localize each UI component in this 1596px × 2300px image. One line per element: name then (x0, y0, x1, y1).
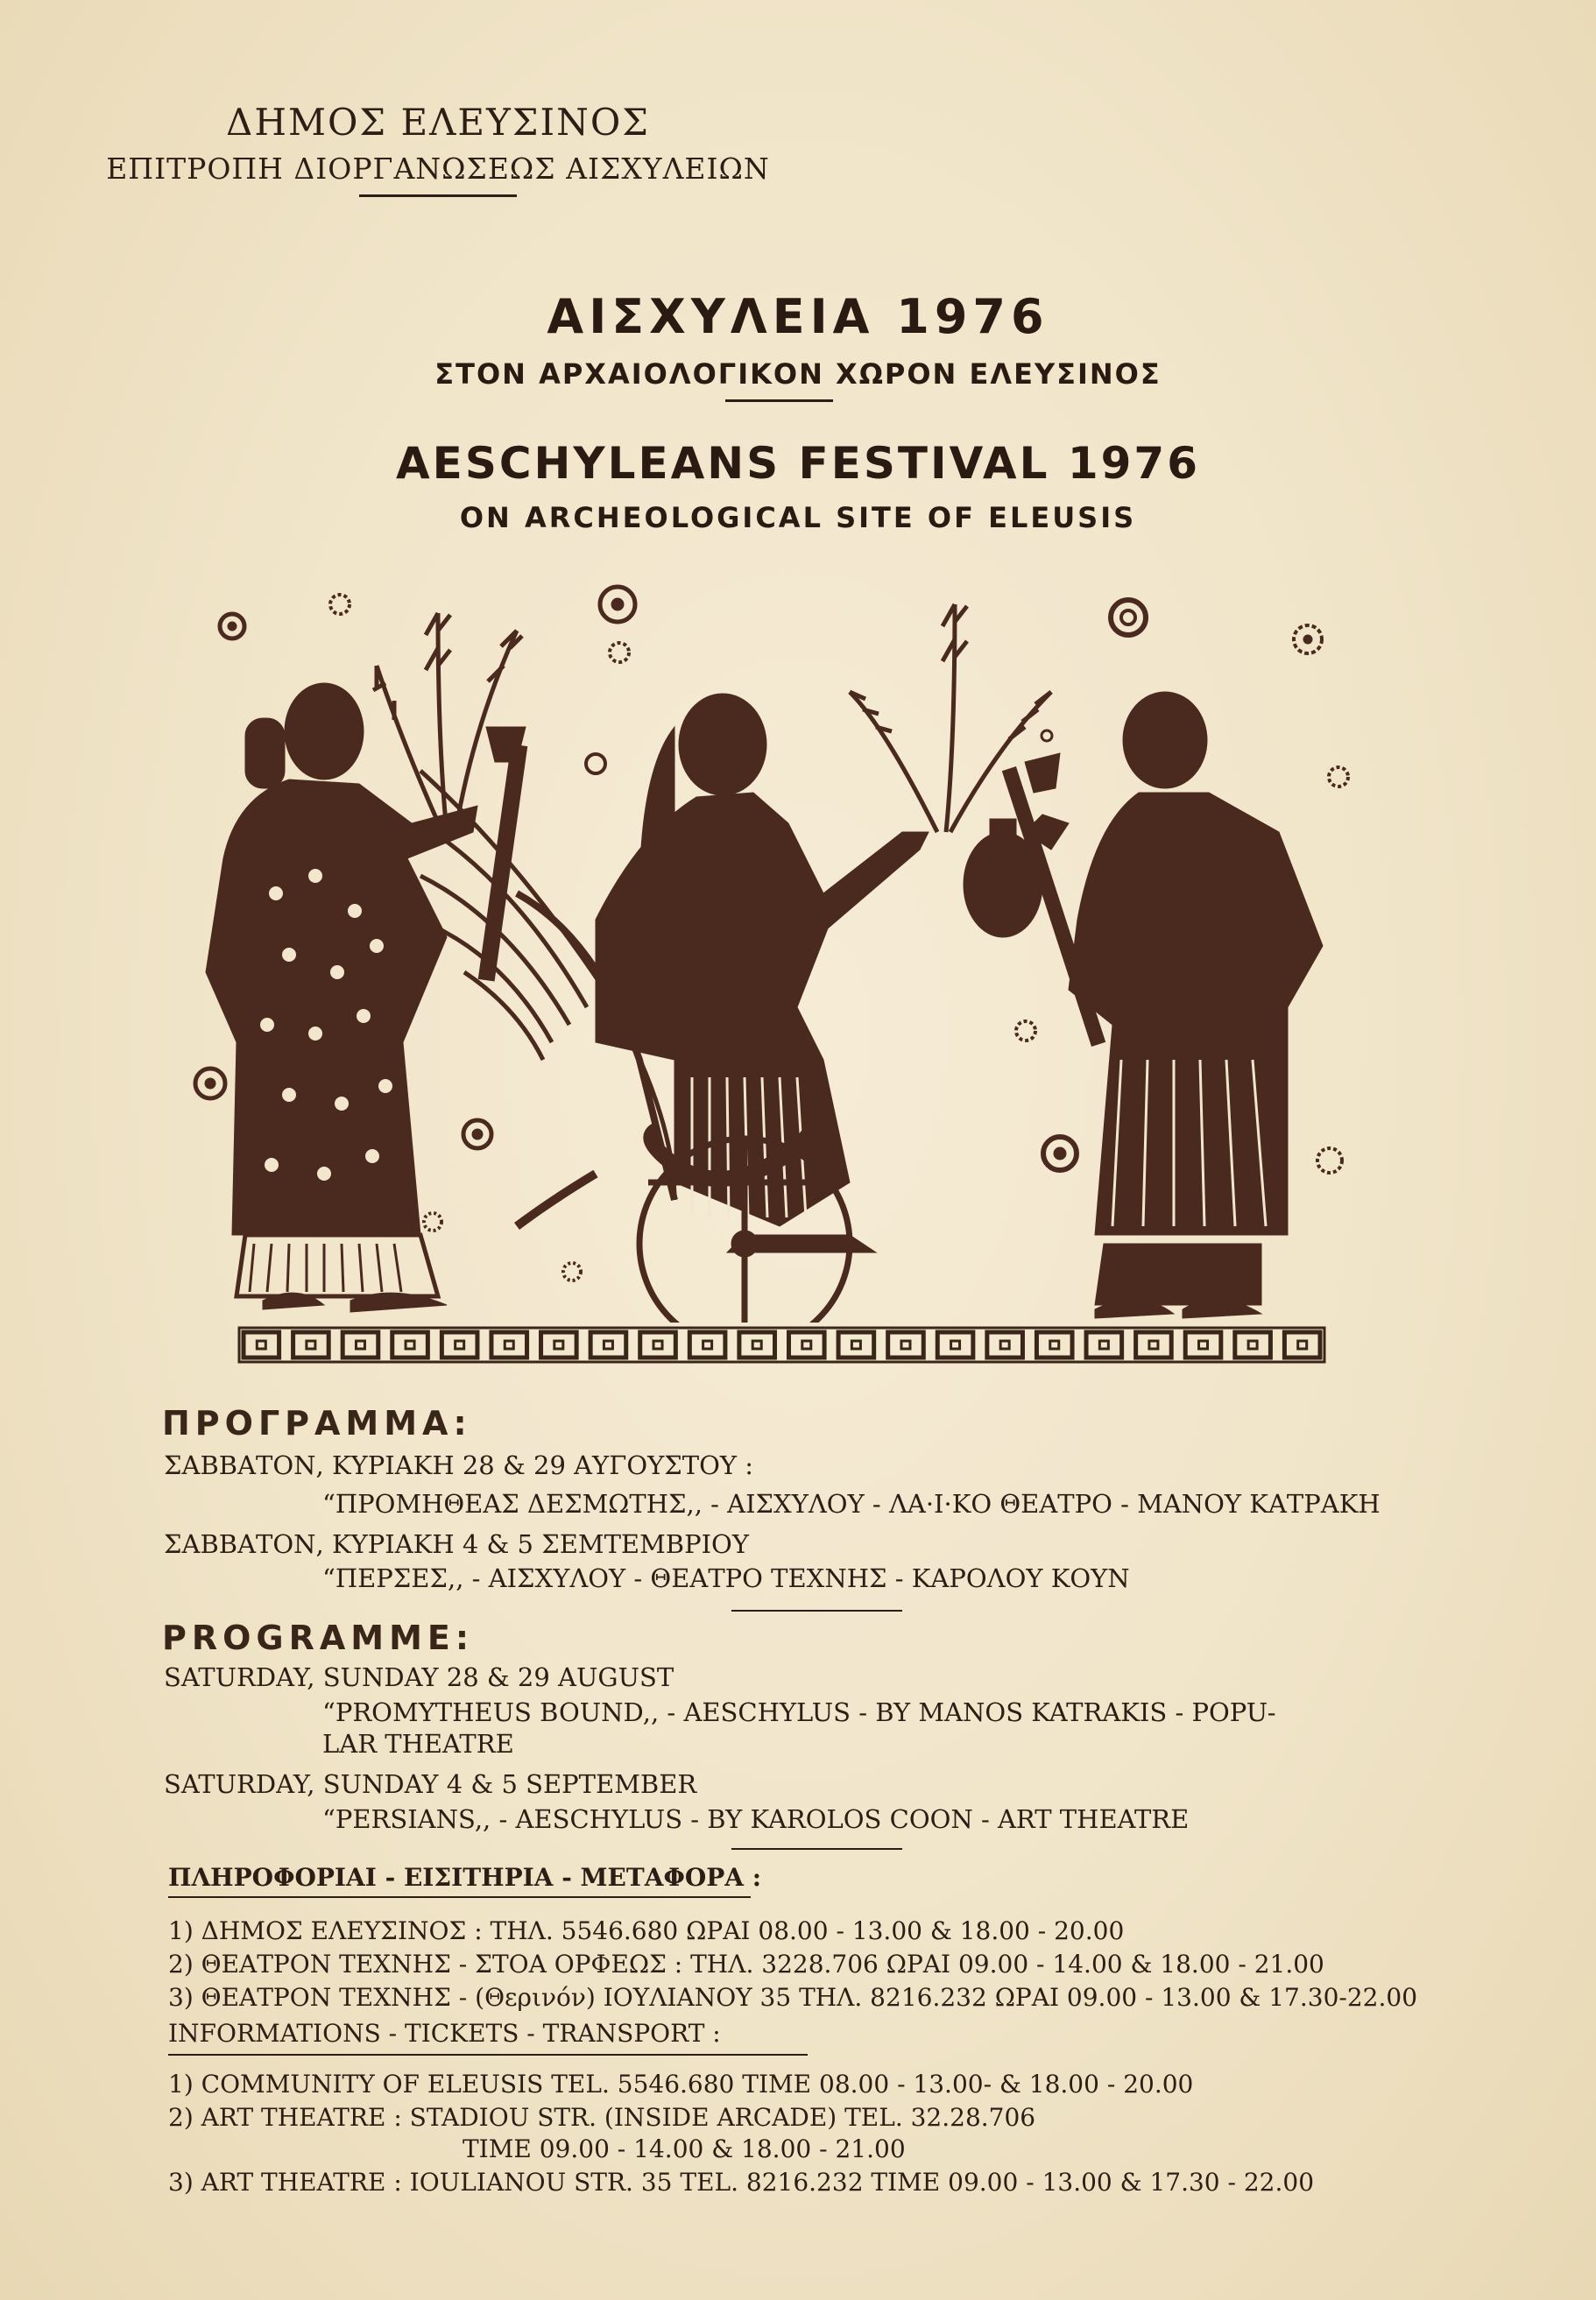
meander-key-center (257, 1341, 265, 1349)
programme-en-detail-1b: LAR THEATRE (322, 1729, 514, 1759)
meander-key (491, 1332, 527, 1358)
section-divider (731, 1610, 902, 1612)
meander-key (1086, 1332, 1122, 1358)
rosette-icon (424, 1213, 441, 1231)
meander-key (541, 1332, 577, 1358)
info-heading-underline (168, 2054, 808, 2056)
meander-key (244, 1332, 279, 1358)
meander-key (689, 1332, 725, 1358)
meander-key-center (752, 1341, 761, 1349)
left-female-figure (206, 683, 527, 1312)
meander-key-center (901, 1341, 910, 1349)
rosette-icon (330, 595, 350, 614)
english-title: AESCHYLEANS FESTIVAL 1976 (395, 438, 1201, 489)
english-subtitle: ON ARCHEOLOGICAL SITE OF ELEUSIS (459, 501, 1137, 534)
rosette-icon (1043, 1137, 1077, 1170)
meander-key (987, 1332, 1023, 1358)
municipality-name: ΔΗΜΟΣ ΕΛΕΥΣΙΝΟΣ (226, 101, 650, 144)
programme-en-detail-1: “PROMYTHEUS BOUND,, - AESCHYLUS - BY MANOS KATRAKIS - POPU- (322, 1697, 1276, 1727)
meander-key (343, 1332, 378, 1358)
programme-gr-detail-2: “ΠΕΡΣΕΣ,, - ΑΙΣΧΥΛΟΥ - ΘΕΑΤΡΟ ΤΕΧΝΗΣ - ΚΑΡΟΛΟΥ ΚΟΥΝ (322, 1563, 1130, 1593)
header-divider (359, 194, 517, 197)
meander-key (293, 1332, 329, 1358)
info-gr-line-3: 3) ΘΕΑΤΡΟΝ ΤΕΧΝΗΣ - (Θερινόν) ΙΟΥΛΙΑΝΟΥ 35 ΤΗΛ. 8216.232 ΩΡΑΙ 09.00 - 13.00 & 17.30-22.00 (168, 1983, 1418, 2012)
meander-key (937, 1332, 973, 1358)
rosette-icon (1016, 1021, 1035, 1041)
meander-key (1185, 1332, 1221, 1358)
meander-key (1284, 1332, 1320, 1358)
rosette-icon (610, 643, 629, 662)
meander-key (789, 1332, 825, 1358)
info-en-line-2: 2) ART THEATRE : STADIOU STR. (INSIDE ARCADE) TEL. 32.28.706 (168, 2103, 1036, 2132)
title-divider (725, 399, 833, 402)
programme-en-detail-2: “PERSIANS,, - AESCHYLUS - BY KAROLOS COON - ART THEATRE (322, 1804, 1190, 1834)
info-en-line-1: 1) COMMUNITY OF ELEUSIS TEL. 5546.680 TIME 08.00 - 13.00- & 18.00 - 20.00 (168, 2070, 1194, 2099)
programme-gr-dates-2: ΣΑΒΒΑΤΟΝ, ΚΥΡΙΑΚΗ 4 & 5 ΣΕΜΤΕΜΒΡΙΟΥ (164, 1529, 749, 1559)
info-gr-line-2: 2) ΘΕΑΤΡΟΝ ΤΕΧΝΗΣ - ΣΤΟΑ ΟΡΦΕΩΣ : ΤΗΛ. 3228.706 ΩΡΑΙ 09.00 - 14.00 & 18.00 - 21.00 (168, 1950, 1324, 1979)
programme-gr-detail-1: “ΠΡΟΜΗΘΕΑΣ ΔΕΣΜΩΤΗΣ,, - ΑΙΣΧΥΛΟΥ - ΛΑ·Ι·ΚΟ ΘΕΑΤΡΟ - ΜΑΝΟΥ ΚΑΤΡΑΚΗ (322, 1489, 1381, 1519)
meander-key-center (1000, 1341, 1009, 1349)
meander-key-center (1149, 1341, 1158, 1349)
rosette-icon (463, 1120, 491, 1148)
vase-painting-illustration (184, 569, 1410, 1323)
meander-border (237, 1325, 1327, 1365)
meander-key-center (406, 1341, 414, 1349)
greek-title: ΑΙΣΧΥΛΕΙΑ 1976 (547, 289, 1049, 344)
meander-key (1235, 1332, 1271, 1358)
info-heading-gr: ΠΛΗΡΟΦΟΡΙΑΙ - ΕΙΣΙΤΗΡΙΑ - ΜΕΤΑΦΟΡΑ : (168, 1863, 762, 1892)
programme-gr-dates-1: ΣΑΒΒΑΤΟΝ, ΚΥΡΙΑΚΗ 28 & 29 ΑΥΓΟΥΣΤΟΥ : (164, 1450, 753, 1480)
info-heading-en: INFORMATIONS - TICKETS - TRANSPORT : (168, 2019, 721, 2048)
rosette-icon (1111, 600, 1146, 635)
rosette-icon (600, 587, 635, 622)
meander-key-center (1099, 1341, 1108, 1349)
greek-subtitle: ΣΤΟΝ ΑΡΧΑΙΟΛΟΓΙΚΟΝ ΧΩΡΟΝ ΕΛΕΥΣΙΝΟΣ (434, 357, 1162, 391)
meander-key-center (1248, 1341, 1257, 1349)
meander-key (739, 1332, 775, 1358)
rosette-icon (195, 1069, 225, 1098)
programme-en-dates-2: SATURDAY, SUNDAY 4 & 5 SEPTEMBER (164, 1769, 697, 1799)
meander-key-center (703, 1341, 712, 1349)
rosette-icon (220, 614, 244, 638)
info-gr-line-1: 1) ΔΗΜΟΣ ΕΛΕΥΣΙΝΟΣ : ΤΗΛ. 5546.680 ΩΡΑΙ 08.00 - 13.00 & 18.00 - 20.00 (168, 1916, 1125, 1945)
meander-key-center (307, 1341, 315, 1349)
meander-key (838, 1332, 874, 1358)
rosette-icon (563, 1263, 581, 1281)
meander-key-center (356, 1341, 364, 1349)
meander-key-center (1298, 1341, 1307, 1349)
meander-key (392, 1332, 428, 1358)
meander-key-center (653, 1341, 662, 1349)
organizing-committee: ΕΠΙΤΡΟΠΗ ΔΙΟΡΓΑΝΩΣΕΩΣ ΑΙΣΧΥΛΕΙΩΝ (106, 152, 770, 186)
meander-key (1036, 1332, 1072, 1358)
rosette-icon (1294, 625, 1322, 653)
right-female-figure (1002, 692, 1323, 1318)
meander-key (888, 1332, 924, 1358)
meander-key (640, 1332, 676, 1358)
meander-key-center (604, 1341, 612, 1349)
section-divider (731, 1848, 902, 1850)
meander-key (590, 1332, 626, 1358)
meander-key-center (951, 1341, 960, 1349)
meander-key-center (802, 1341, 811, 1349)
meander-key-center (1050, 1341, 1059, 1349)
meander-key-center (554, 1341, 563, 1349)
info-heading-underline (168, 1896, 751, 1898)
meander-key (441, 1332, 477, 1358)
info-en-line-2b: TIME 09.00 - 14.00 & 18.00 - 21.00 (463, 2134, 906, 2163)
meander-key (1136, 1332, 1172, 1358)
programme-heading-gr: ΠΡΟΓΡΑΜΜΑ: (162, 1404, 472, 1443)
meander-key-center (455, 1341, 464, 1349)
rosette-icon (1329, 767, 1348, 787)
meander-key-center (851, 1341, 860, 1349)
programme-heading-en: PROGRAMME: (162, 1619, 475, 1657)
meander-key-center (505, 1341, 513, 1349)
rosette-icon (1317, 1148, 1342, 1173)
meander-key-center (1199, 1341, 1208, 1349)
info-en-line-3: 3) ART THEATRE : IOULIANOU STR. 35 TEL. 8216.232 TIME 09.00 - 13.00 & 17.30 - 22.00 (168, 2168, 1315, 2197)
programme-en-dates-1: SATURDAY, SUNDAY 28 & 29 AUGUST (164, 1662, 674, 1692)
